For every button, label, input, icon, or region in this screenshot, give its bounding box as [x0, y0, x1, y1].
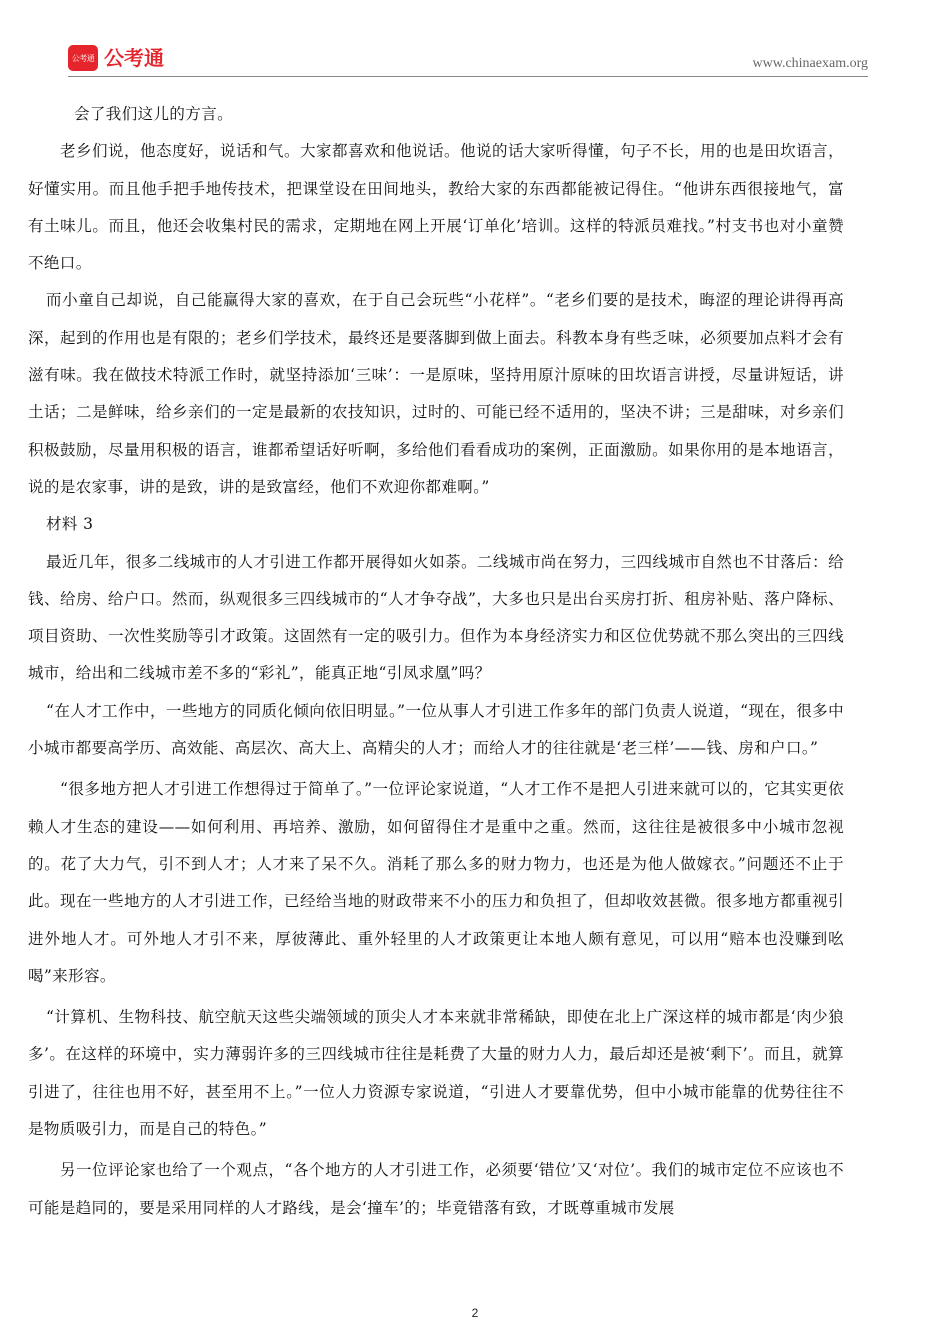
paragraph-continuation: 会了我们这儿的方言。: [74, 105, 234, 123]
paragraph: 而小童自己却说，自己能赢得大家的喜欢，在于自己会玩些“小花样”。“老乡们要的是技术，晦涩的理论讲得再高深，起到的作用也是有限的；老乡们学技术，最终还是要落脚到做上面去。科教本身有些乏味，必须要加点料才会有滋有味。我在做技术特派工作时，就坚持添加‘三味’：一是原味，坚持用原汁原味的田坎语言讲授，尽量讲短话，讲土话；二是鲜味，给乡亲们的一定是最新的农技知识，过时的、可能已经不适用的，坚决不讲；三是甜味，对乡亲们积极鼓励，尽量用积极的语言，谁都希望话好听啊，多给他们看看成功的案例，正面激励。如果你用的是本地语言，说的是农家事，讲的是致，讲的是致富经，他们不欢迎你都难啊。”: [28, 291, 844, 496]
paragraph: “计算机、生物科技、航空航天这些尖端领域的顶尖人才本来就非常稀缺，即使在北上广深这样的城市都是‘肉少狼多’。在这样的环境中，实力薄弱许多的三四线城市往往是耗费了大量的财力人力，最后却还是被‘剩下’。而且，就算引进了，往往也用不好，甚至用不上。”一位人力资源专家说道，“引进人才要靠优势，但中小城市能靠的优势往往不是物质吸引力，而是自己的特色。”: [28, 1008, 844, 1139]
paragraph: 最近几年，很多二线城市的人才引进工作都开展得如火如荼。二线城市尚在努力，三四线城市自然也不甘落后：给钱、给房、给户口。然而，纵观很多三四线城市的“人才争夺战”，大多也只是出台买房打折、租房补贴、落户降标、项目资助、一次性奖励等引才政策。这固然有一定的吸引力。但作为本身经济实力和区位优势就不那么突出的三四线城市，给出和二线城市差不多的“彩礼”，能真正地“引凤求凰”吗？: [28, 552, 844, 683]
document-body: [28, 96, 844, 1227]
logo-text: 公考通: [104, 46, 164, 70]
paragraph: “很多地方把人才引进工作想得过于简单了。”一位评论家说道，“人才工作不是把人引进来就可以的，它其实更依赖人才生态的建设——如何利用、再培养、激励，如何留得住才是重中之重。然而，这往往是被很多中小城市忽视的。花了大力气，引不到人才；人才来了呆不久。消耗了那么多的财力物力，也还是为他人做嫁衣。”问题还不止于此。现在一些地方的人才引进工作，已经给当地的财政带来不小的压力和负担了，但却收效甚微。很多地方都重视引进外地人才。可外地人才引不来，厚彼薄此、重外轻里的人才政策更让本地人颇有意见，可以用“赔本也没赚到吆喝”来形容。: [28, 780, 844, 985]
logo-badge: 公考通: [68, 45, 98, 71]
paragraph: 老乡们说，他态度好，说话和气。大家都喜欢和他说话。他说的话大家听得懂，句子不长，用的也是田坎语言，好懂实用。而且他手把手地传技术，把课堂设在田间地头，教给大家的东西都能被记得住。“他讲东西很接地气，富有土味儿。而且，他还会收集村民的需求，定期地在网上开展‘订单化’培训。这样的特派员难找。”村支书也对小童赞不绝口。: [28, 142, 844, 273]
page-number: 2: [471, 1306, 479, 1320]
site-url[interactable]: www.chinaexam.org: [752, 56, 868, 71]
section-heading: 材料 3: [46, 515, 94, 534]
logo[interactable]: [68, 44, 164, 72]
header-divider: [68, 76, 868, 77]
page-header: [68, 44, 868, 76]
paragraph: “在人才工作中，一些地方的同质化倾向依旧明显。”一位从事人才引进工作多年的部门负责人说道，“现在，很多中小城市都要高学历、高效能、高层次、高大上、高精尖的人才；而给人才的往往就是‘老三样’——钱、房和户口。”: [28, 701, 844, 758]
paragraph: 另一位评论家也给了一个观点，“各个地方的人才引进工作，必须要‘错位’又‘对位’。我们的城市定位不应该也不可能是趋同的，要是采用同样的人才路线，是会‘撞车’的；毕竟错落有致，才既尊重城市发展: [28, 1161, 844, 1217]
